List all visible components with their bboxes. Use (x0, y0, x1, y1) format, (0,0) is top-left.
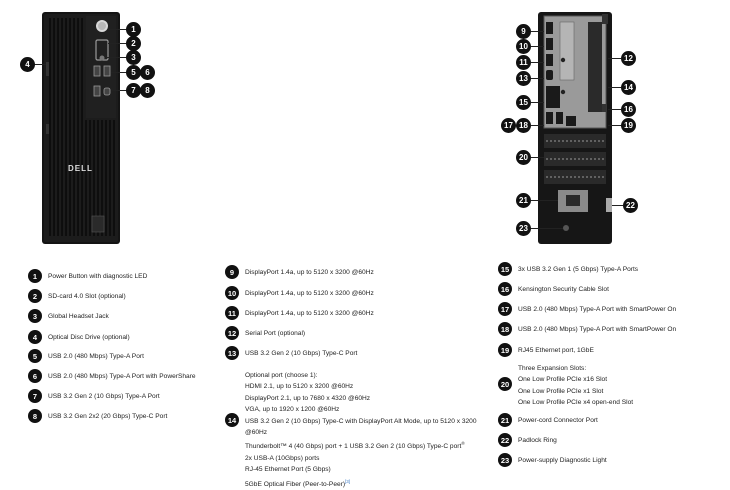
legend-badge: 3 (28, 309, 42, 323)
legend-item-3 (28, 309, 109, 323)
legend-text: DisplayPort 1.4a, up to 5120 x 3200 @60Hz (245, 268, 374, 276)
legend-badge: 23 (498, 453, 512, 467)
legend-14-line: USB 3.2 Gen 2 (10 Gbps) Type-C with DisplayPort Alt Mode, up to 5120 x 3200 (245, 417, 477, 425)
legend-badge-20: 20 (498, 377, 512, 391)
legend-20-line: One Low Profile PCIe x4 open-end Slot (518, 399, 634, 407)
callout-22: 22 (623, 198, 638, 213)
callout-14: 14 (621, 80, 636, 95)
callout-19: 19 (621, 118, 636, 133)
legend-text: Padlock Ring (518, 436, 557, 444)
callout-3: 3 (126, 50, 141, 65)
legend-badge: 16 (498, 282, 512, 296)
legend-badge: 17 (498, 302, 512, 316)
callout-18: 18 (516, 118, 531, 133)
legend-text: USB 3.2 Gen 2 (10 Gbps) Type-C Port (245, 349, 358, 357)
callout-7: 7 (126, 83, 141, 98)
legend-item-20-text (518, 363, 633, 409)
legend-14-line: 2x USB-A (10Gbps) ports (245, 455, 320, 463)
legend-text: SD-card 4.0 Slot (optional) (48, 292, 126, 300)
legend-14-line: VGA, up to 1920 x 1200 @60Hz (245, 406, 340, 414)
legend-item-7 (28, 389, 160, 403)
legend-text: RJ45 Ethernet port, 1GbE (518, 346, 594, 354)
dell-logo: DELL (68, 164, 93, 173)
front-view (0, 0, 200, 250)
legend-item-12 (225, 326, 305, 340)
legend-text: USB 2.0 (480 Mbps) Type-A Port with PowerShare (48, 372, 196, 380)
legend-text: Global Headset Jack (48, 312, 109, 320)
callout-20: 20 (516, 150, 531, 165)
legend-20-line: One Low Profile PCIe x16 Slot (518, 376, 608, 384)
callout-12: 12 (621, 51, 636, 66)
legend-14-line: DisplayPort 2.1, up to 7680 x 4320 @60Hz (245, 394, 371, 402)
legend-item-18 (498, 322, 676, 336)
legend-badge: 5 (28, 349, 42, 363)
legend-text: Optical Disc Drive (optional) (48, 333, 130, 341)
legend-14-line: RJ-45 Ethernet Port (5 Gbps) (245, 466, 331, 474)
legend-14-line: HDMI 2.1, up to 5120 x 3200 @60Hz (245, 383, 354, 391)
legend-badge: 8 (28, 409, 42, 423)
legend-badge-14: 14 (225, 413, 239, 427)
legend-item-22 (498, 433, 557, 447)
legend-item-13 (225, 346, 357, 360)
rear-view (490, 0, 650, 250)
legend-text: Power-cord Connector Port (518, 416, 598, 424)
legend-badge: 18 (498, 322, 512, 336)
legend-text: 3x USB 3.2 Gen 1 (5 Gbps) Type-A Ports (518, 265, 639, 273)
legend-badge: 22 (498, 433, 512, 447)
legend-item-15 (498, 262, 638, 276)
legend-14-line-thunderbolt: Thunderbolt™ 4 (40 Gbps) port + 1 USB 3.2 Gen 2 (10 Gbps) Type-C port® (245, 441, 465, 451)
legend-item-23 (498, 453, 607, 467)
legend-item-10 (225, 286, 374, 300)
callout-15: 15 (516, 95, 531, 110)
legend-item-17 (498, 302, 676, 316)
legend-14-line-fiber: 5GbE Optical Fiber (Peer-to-Peer)[3] (245, 478, 351, 489)
legend-badge: 19 (498, 343, 512, 357)
footnote-ref-link[interactable]: [3] (345, 478, 351, 484)
legend-text: Power-supply Diagnostic Light (518, 456, 607, 464)
callout-16: 16 (621, 102, 636, 117)
legend-badge: 21 (498, 413, 512, 427)
legend-item-8 (28, 409, 167, 423)
callout-10: 10 (516, 39, 531, 54)
legend-badge: 15 (498, 262, 512, 276)
callout-4: 4 (20, 57, 35, 72)
legend-badge: 13 (225, 346, 239, 360)
legend-20-line: One Low Profile PCIe x1 Slot (518, 387, 604, 395)
legend-text: USB 3.2 Gen 2 (10 Gbps) Type-A Port (48, 392, 160, 400)
callout-2: 2 (126, 36, 141, 51)
legend-badge: 7 (28, 389, 42, 403)
callout-8: 8 (140, 83, 155, 98)
legend-badge: 11 (225, 306, 239, 320)
legend-item-11 (225, 306, 374, 320)
legend-item-2 (28, 289, 126, 303)
legend-20-line: Three Expansion Slots: (518, 365, 587, 372)
legend-item-5 (28, 349, 144, 363)
legend-item-4 (28, 330, 130, 344)
legend-badge: 9 (225, 265, 239, 279)
legend-text: USB 3.2 Gen 2x2 (20 Gbps) Type-C Port (48, 412, 168, 420)
legend-14-line: Optional port (choose 1): (245, 372, 318, 379)
callout-1: 1 (126, 22, 141, 37)
legend-badge: 2 (28, 289, 42, 303)
legend-item-16 (498, 282, 609, 296)
legend-text: DisplayPort 1.4a, up to 5120 x 3200 @60Hz (245, 309, 374, 317)
legend-text: Power Button with diagnostic LED (48, 272, 148, 280)
callout-21: 21 (516, 193, 531, 208)
legend-14-line: @60Hz (245, 429, 268, 437)
legend-text: USB 2.0 (480 Mbps) Type-A Port with SmartPower On (518, 325, 677, 333)
legend-badge: 10 (225, 286, 239, 300)
front-chassis-illustration (0, 0, 200, 250)
legend-badge: 1 (28, 269, 42, 283)
callout-6: 6 (140, 65, 155, 80)
legend-text: USB 2.0 (480 Mbps) Type-A Port with SmartPower On (518, 305, 677, 313)
callout-13: 13 (516, 71, 531, 86)
legend-text: Kensington Security Cable Slot (518, 285, 609, 293)
legend-badge: 12 (225, 326, 239, 340)
callout-9: 9 (516, 24, 531, 39)
legend-text: DisplayPort 1.4a, up to 5120 x 3200 @60Hz (245, 289, 374, 297)
callout-5: 5 (126, 65, 141, 80)
legend-item-21 (498, 413, 598, 427)
callout-23: 23 (516, 221, 531, 236)
legend-text: Serial Port (optional) (245, 329, 306, 337)
legend-item-19 (498, 343, 594, 357)
legend-badge: 6 (28, 369, 42, 383)
legend-text: USB 2.0 (480 Mbps) Type-A Port (48, 352, 144, 360)
callout-17: 17 (501, 118, 516, 133)
legend-item-1 (28, 269, 147, 283)
legend-item-14-text (245, 370, 477, 490)
legend-item-9 (225, 265, 374, 279)
legend-badge: 4 (28, 330, 42, 344)
callout-11: 11 (516, 55, 531, 70)
legend-item-6 (28, 369, 196, 383)
